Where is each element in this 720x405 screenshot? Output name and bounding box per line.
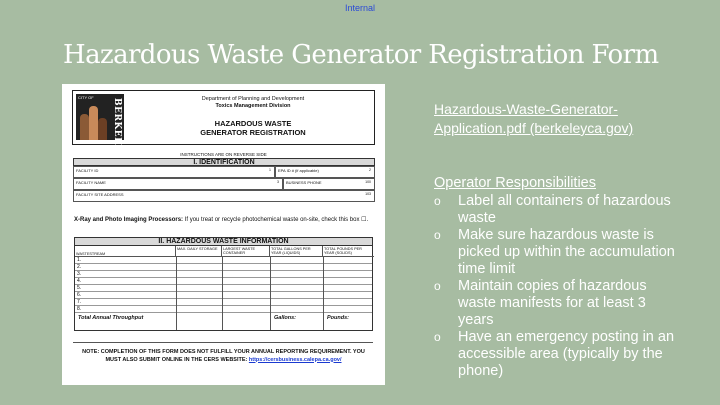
facility-name-field bbox=[73, 178, 283, 190]
col-max-storage: MAX. DAILY STORAGE bbox=[176, 246, 222, 257]
table-row: 2. bbox=[75, 264, 372, 271]
field-number: 3 bbox=[277, 180, 279, 184]
slide-title: Hazardous Waste Generator Registration Form bbox=[63, 40, 659, 70]
column-divider bbox=[270, 257, 271, 330]
xray-note bbox=[74, 216, 374, 224]
col-wastestream: WASTESTREAM bbox=[75, 246, 176, 257]
waste-info-table bbox=[74, 237, 373, 331]
bullet-icon: o bbox=[434, 194, 441, 208]
instructions-note: INSTRUCTIONS ARE ON REVERSE SIDE bbox=[180, 152, 267, 157]
site-address-field bbox=[73, 190, 375, 202]
list-item bbox=[434, 278, 684, 329]
logo-figure bbox=[98, 118, 107, 140]
list-item bbox=[434, 193, 684, 227]
column-divider bbox=[176, 257, 177, 330]
note-text: NOTE: COMPLETION OF THIS FORM DOES NOT FULFILL YOUR ANNUAL REPORTING REQUIREMENT. YOU MUST ALSO SUBMIT ONLINE IN THE CERS WEBSITE: bbox=[82, 349, 365, 363]
business-phone-label: BUSINESS PHONE bbox=[286, 180, 322, 185]
table-row: 6. bbox=[75, 292, 372, 299]
operator-responsibilities bbox=[434, 174, 684, 380]
bullet-icon: o bbox=[434, 330, 441, 344]
city-logo bbox=[76, 94, 124, 159]
epa-id-field bbox=[275, 166, 375, 178]
cers-link[interactable]: https://cersbusiness.calepa.ca.gov/ bbox=[248, 356, 342, 363]
facility-name-label: FACILITY NAME bbox=[76, 180, 106, 185]
bullet-icon: o bbox=[434, 228, 441, 242]
divider bbox=[73, 342, 373, 343]
facility-id-field bbox=[73, 166, 275, 178]
total-throughput-label: Total Annual Throughput bbox=[78, 315, 144, 321]
table-row: 7. bbox=[75, 299, 372, 306]
table-row: 3. bbox=[75, 271, 372, 278]
list-item-text: Make sure hazardous waste is picked up within the accumulation time limit bbox=[458, 227, 675, 277]
field-number: 103 bbox=[365, 192, 371, 196]
reporting-note bbox=[82, 349, 365, 364]
dept-name: Department of Planning and Development bbox=[201, 96, 305, 102]
list-item bbox=[434, 329, 684, 380]
list-item bbox=[434, 227, 684, 278]
logo-figure bbox=[80, 114, 89, 140]
business-phone-field bbox=[283, 178, 375, 190]
xray-text: If you treat or recycle photochemical waste on-site, check this box ☐. bbox=[184, 217, 369, 223]
application-pdf-link[interactable]: Hazardous-Waste-Generator-Application.pdf (berkeleyca.gov) bbox=[434, 101, 634, 136]
column-divider bbox=[323, 257, 324, 330]
table-row: 8. bbox=[75, 306, 372, 313]
field-number: 2 bbox=[369, 168, 371, 172]
table-row: 5. bbox=[75, 285, 372, 292]
epa-id-label: EPA ID # (if applicable) bbox=[278, 168, 319, 173]
table-row: 1. bbox=[75, 257, 372, 264]
responsibilities-list bbox=[434, 193, 684, 380]
responsibilities-heading: Operator Responsibilities bbox=[434, 175, 596, 191]
gallons-label: Gallons: bbox=[274, 315, 297, 321]
bullet-icon: o bbox=[434, 279, 441, 293]
logo-city-text: CITY OF bbox=[78, 95, 94, 100]
column-divider bbox=[222, 257, 223, 330]
list-item-text: Have an emergency posting in an accessible area (typically by the phone) bbox=[458, 329, 675, 379]
col-total-pounds: TOTAL POUNDS PER YEAR (SOLIDS) bbox=[323, 246, 374, 257]
pounds-label: Pounds: bbox=[327, 315, 349, 321]
xray-label: X-Ray and Photo Imaging Processors: bbox=[74, 217, 184, 223]
col-total-gallons: TOTAL GALLONS PER YEAR (LIQUIDS) bbox=[270, 246, 323, 257]
form-title-line2: GENERATOR REGISTRATION bbox=[200, 128, 306, 137]
division-name: Toxics Management Division bbox=[215, 103, 291, 109]
field-number: 1 bbox=[269, 168, 271, 172]
logo-figure bbox=[89, 106, 98, 140]
form-image bbox=[62, 84, 385, 385]
table-row: 4. bbox=[75, 278, 372, 285]
section-waste-info: II. HAZARDOUS WASTE INFORMATION bbox=[75, 238, 372, 246]
col-largest-container: LARGEST WASTE CONTAINER bbox=[222, 246, 270, 257]
field-number: 100 bbox=[365, 180, 371, 184]
internal-label: Internal bbox=[344, 3, 376, 13]
form-title-line1: HAZARDOUS WASTE bbox=[214, 119, 292, 128]
facility-id-label: FACILITY ID bbox=[76, 168, 99, 173]
list-item-text: Maintain copies of hazardous waste manifests for at least 3 years bbox=[458, 278, 647, 328]
section-identification: I. IDENTIFICATION bbox=[73, 158, 375, 166]
logo-city-name: BERKELEY bbox=[112, 98, 122, 159]
site-address-label: FACILITY SITE ADDRESS bbox=[76, 192, 124, 197]
list-item-text: Label all containers of hazardous waste bbox=[458, 193, 671, 226]
